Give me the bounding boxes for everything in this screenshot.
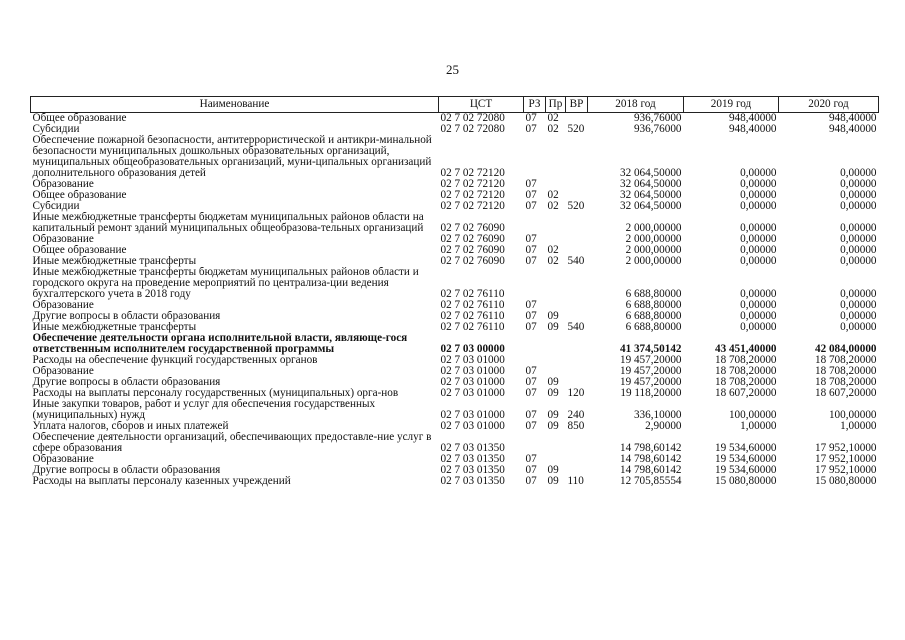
cell-vr: 240 (567, 409, 585, 421)
cell-vr (566, 366, 588, 377)
cell-vr (566, 355, 588, 366)
cell-2018: 19 457,20000 (619, 366, 682, 377)
cell-2018: 19 118,20000 (620, 388, 682, 399)
cell-rz: 07 (525, 409, 537, 421)
cell-2019: 0,00000 (740, 234, 777, 245)
cell-rz (524, 355, 546, 366)
header-pr: Пр (546, 97, 566, 113)
cell-2019: 0,00000 (740, 322, 777, 333)
cell-2019: 18 708,20000 (714, 366, 777, 377)
cell-2019: 1,00000 (740, 421, 777, 432)
cell-vr: 520 (567, 201, 585, 212)
cell-2019: 19 534,60000 (714, 454, 777, 465)
cell-cst: 02 7 02 72120 (440, 190, 505, 201)
cell-vr (566, 212, 588, 234)
table-row (31, 432, 879, 454)
cell-name: Уплата налогов, сборов и иных платежей (32, 421, 229, 432)
cell-rz (524, 333, 546, 355)
cell-2020: 948,40000 (828, 112, 877, 124)
cell-name: Обеспечение деятельности организаций, обеспечивающих предоставле-ние услуг в сфере образования (32, 432, 432, 454)
cell-vr (566, 465, 588, 476)
cell-vr: 520 (567, 124, 585, 135)
cell-2020: 0,00000 (840, 256, 877, 267)
cell-2020: 0,00000 (840, 222, 877, 234)
cell-pr: 02 (547, 256, 559, 267)
cell-2019: 0,00000 (740, 179, 777, 190)
table-row (31, 476, 879, 487)
cell-2018: 19 457,20000 (619, 355, 682, 366)
cell-vr (566, 245, 588, 256)
cell-cst: 02 7 03 00000 (440, 343, 505, 355)
cell-2020: 0,00000 (840, 190, 877, 201)
cell-pr (546, 212, 566, 234)
cell-2020: 18 708,20000 (814, 377, 877, 388)
cell-name: Общее образование (32, 112, 127, 124)
cell-name: Другие вопросы в области образования (32, 465, 221, 476)
cell-2020: 42 084,00000 (814, 343, 877, 355)
cell-name: Субсидии (32, 201, 80, 212)
cell-name: Иные межбюджетные трансферты (32, 256, 197, 267)
cell-2018: 32 064,50000 (619, 201, 682, 212)
cell-vr (566, 190, 588, 201)
table-row (31, 267, 879, 300)
cell-cst: 02 7 02 72080 (440, 124, 505, 135)
table-row (31, 245, 879, 256)
cell-2018: 32 064,50000 (619, 190, 682, 201)
cell-pr: 02 (547, 190, 559, 201)
cell-rz: 07 (525, 201, 537, 212)
cell-name: Общее образование (32, 190, 127, 201)
cell-rz: 07 (525, 190, 537, 201)
cell-cst: 02 7 03 01000 (440, 409, 505, 421)
cell-vr (566, 135, 588, 179)
cell-2019: 0,00000 (740, 201, 777, 212)
cell-cst: 02 7 02 72080 (440, 112, 505, 124)
cell-2018: 32 064,50000 (619, 179, 682, 190)
table-row (31, 454, 879, 465)
cell-2018: 19 457,20000 (619, 377, 682, 388)
cell-2020: 15 080,80000 (814, 476, 877, 487)
table-row (31, 311, 879, 322)
cell-pr: 02 (547, 124, 559, 135)
cell-pr (546, 355, 566, 366)
cell-2018: 6 688,80000 (625, 322, 682, 333)
table-row (31, 421, 879, 432)
cell-cst: 02 7 02 76090 (440, 234, 505, 245)
cell-vr (566, 300, 588, 311)
cell-rz: 07 (525, 322, 537, 333)
cell-2020: 0,00000 (840, 245, 877, 256)
cell-2019: 18 708,20000 (714, 377, 777, 388)
cell-vr (566, 234, 588, 245)
cell-2018: 12 705,85554 (619, 476, 682, 487)
cell-name: Расходы на выплаты персоналу казенных учреждений (32, 476, 291, 487)
table-row (31, 212, 879, 234)
cell-rz: 07 (525, 388, 537, 399)
cell-vr (566, 267, 588, 300)
cell-2018: 6 688,80000 (625, 288, 682, 300)
cell-cst: 02 7 03 01350 (440, 476, 505, 487)
cell-rz (524, 212, 546, 234)
cell-pr: 09 (547, 409, 559, 421)
table-header-row (31, 97, 879, 113)
cell-2018: 2 000,00000 (625, 234, 682, 245)
table-row (31, 201, 879, 212)
cell-cst: 02 7 03 01350 (440, 465, 505, 476)
cell-2020: 948,40000 (828, 124, 877, 135)
cell-pr: 09 (547, 311, 559, 322)
cell-2020: 18 708,20000 (814, 355, 877, 366)
table-row (31, 234, 879, 245)
cell-2018: 2 000,00000 (625, 245, 682, 256)
cell-cst: 02 7 03 01000 (440, 388, 505, 399)
cell-2020: 17 952,10000 (814, 465, 877, 476)
cell-pr (546, 366, 566, 377)
cell-cst: 02 7 02 76090 (440, 222, 505, 234)
cell-pr: 09 (547, 465, 559, 476)
cell-name: Образование (32, 179, 94, 190)
cell-2020: 1,00000 (840, 421, 877, 432)
cell-vr (566, 432, 588, 454)
cell-2019: 43 451,40000 (714, 343, 777, 355)
cell-2019: 18 607,20000 (714, 388, 777, 399)
table-row (31, 124, 879, 135)
cell-cst: 02 7 02 76110 (440, 311, 505, 322)
cell-name: Иные межбюджетные трансферты бюджетам муниципальных районов области на капитальный ремонт зданий муниципальных общеобразова-тельных организаций (32, 212, 424, 234)
cell-cst: 02 7 02 76110 (440, 288, 505, 300)
cell-pr (546, 234, 566, 245)
table-row (31, 388, 879, 399)
cell-vr: 110 (567, 476, 584, 487)
cell-name: Другие вопросы в области образования (32, 377, 221, 388)
cell-name: Обеспечение деятельности органа исполнительной власти, являюще-гося ответственным исполнителем государственной программы (32, 333, 408, 355)
cell-name: Образование (32, 454, 94, 465)
cell-name: Субсидии (32, 124, 80, 135)
cell-2018: 6 688,80000 (625, 311, 682, 322)
cell-rz: 07 (525, 179, 537, 190)
cell-rz: 07 (525, 245, 537, 256)
cell-rz: 07 (525, 300, 537, 311)
cell-vr (566, 333, 588, 355)
cell-2018: 32 064,50000 (619, 167, 682, 179)
cell-pr: 09 (547, 322, 559, 333)
cell-vr (566, 454, 588, 465)
cell-rz: 07 (525, 465, 537, 476)
cell-pr (546, 179, 566, 190)
cell-2020: 18 607,20000 (814, 388, 877, 399)
cell-pr (546, 432, 566, 454)
cell-2018: 2,90000 (645, 421, 682, 432)
cell-rz: 07 (525, 476, 537, 487)
cell-2018: 336,10000 (633, 409, 682, 421)
table-row (31, 256, 879, 267)
cell-name: Образование (32, 300, 94, 311)
cell-2019: 18 708,20000 (714, 355, 777, 366)
cell-name: Общее образование (32, 245, 127, 256)
cell-pr (546, 300, 566, 311)
cell-2020: 0,00000 (840, 201, 877, 212)
cell-pr: 02 (547, 201, 559, 212)
header-2020: 2020 год (779, 97, 879, 113)
cell-cst: 02 7 03 01000 (440, 355, 505, 366)
cell-cst: 02 7 02 76110 (440, 300, 505, 311)
cell-pr: 09 (547, 377, 559, 388)
cell-rz: 07 (525, 112, 537, 124)
cell-cst: 02 7 02 76090 (440, 245, 505, 256)
cell-pr (546, 333, 566, 355)
cell-vr (566, 311, 588, 322)
cell-cst: 02 7 02 76090 (440, 256, 505, 267)
cell-vr: 540 (567, 256, 585, 267)
cell-name: Образование (32, 366, 94, 377)
cell-vr (566, 377, 588, 388)
cell-cst: 02 7 02 76110 (440, 322, 505, 333)
cell-rz: 07 (525, 234, 537, 245)
cell-cst: 02 7 03 01350 (440, 454, 505, 465)
cell-2018: 936,76000 (633, 124, 682, 135)
header-rz: РЗ (524, 97, 546, 113)
header-2019: 2019 год (684, 97, 779, 113)
cell-2020: 17 952,10000 (814, 442, 877, 454)
table-row (31, 377, 879, 388)
cell-pr (546, 135, 566, 179)
cell-cst: 02 7 03 01000 (440, 377, 505, 388)
cell-2020: 0,00000 (840, 311, 877, 322)
cell-2018: 6 688,80000 (625, 300, 682, 311)
cell-vr: 850 (567, 421, 585, 432)
cell-2020: 0,00000 (840, 167, 877, 179)
cell-name: Иные межбюджетные трансферты бюджетам муниципальных районов области и городского округа на проведение мероприятий по централиза-ции ведения бухгалтерского учета в 2018 году (32, 267, 419, 300)
header-2018: 2018 год (588, 97, 684, 113)
cell-2019: 0,00000 (740, 256, 777, 267)
cell-cst: 02 7 03 01000 (440, 366, 505, 377)
cell-2019: 0,00000 (740, 222, 777, 234)
cell-2020: 0,00000 (840, 300, 877, 311)
cell-2020: 18 708,20000 (814, 366, 877, 377)
cell-name: Расходы на выплаты персоналу государственных (муниципальных) орга-нов (32, 388, 399, 399)
cell-2018: 2 000,00000 (625, 256, 682, 267)
cell-rz (524, 267, 546, 300)
cell-2018: 14 798,60142 (619, 465, 682, 476)
cell-2019: 948,40000 (728, 124, 777, 135)
cell-cst: 02 7 02 72120 (440, 201, 505, 212)
cell-rz: 07 (525, 454, 537, 465)
cell-rz: 07 (525, 311, 537, 322)
cell-name: Расходы на обеспечение функций государственных органов (32, 355, 318, 366)
cell-name: Иные межбюджетные трансферты (32, 322, 197, 333)
cell-cst: 02 7 03 01000 (440, 421, 505, 432)
cell-2018: 2 000,00000 (625, 222, 682, 234)
table-row (31, 322, 879, 333)
cell-cst: 02 7 02 72120 (440, 167, 505, 179)
cell-2019: 0,00000 (740, 311, 777, 322)
cell-2019: 19 534,60000 (714, 465, 777, 476)
cell-pr (546, 454, 566, 465)
cell-pr: 09 (547, 388, 559, 399)
cell-2019: 0,00000 (740, 190, 777, 201)
cell-2019: 0,00000 (740, 288, 777, 300)
cell-rz: 07 (525, 421, 537, 432)
cell-rz: 07 (525, 366, 537, 377)
table-row (31, 366, 879, 377)
cell-name: Образование (32, 234, 94, 245)
cell-2019: 19 534,60000 (714, 442, 777, 454)
cell-pr (546, 267, 566, 300)
table-body (31, 113, 879, 488)
cell-2018: 14 798,60142 (619, 454, 682, 465)
cell-vr (566, 113, 588, 125)
header-cst: ЦСТ (439, 97, 524, 113)
cell-2020: 0,00000 (840, 322, 877, 333)
cell-2020: 0,00000 (840, 288, 877, 300)
cell-name: Обеспечение пожарной безопасности, антитеррористической и антикри-минальной безопасности муниципальных дошкольных образовательных организаций, муниципальных общеобразовательных организаций, муни-ципальных организаций дополнительного образования детей (32, 135, 432, 179)
budget-table (30, 96, 879, 487)
table-row (31, 333, 879, 355)
cell-2019: 100,00000 (728, 409, 777, 421)
cell-rz (524, 432, 546, 454)
header-name: Наименование (31, 97, 439, 113)
table-row (31, 355, 879, 366)
table-row (31, 179, 879, 190)
cell-2020: 100,00000 (828, 409, 877, 421)
cell-2019: 0,00000 (740, 300, 777, 311)
cell-rz (524, 135, 546, 179)
table-row (31, 135, 879, 179)
cell-2020: 0,00000 (840, 179, 877, 190)
table-row (31, 190, 879, 201)
table-row (31, 300, 879, 311)
table-row (31, 399, 879, 421)
cell-2018: 14 798,60142 (619, 442, 682, 454)
cell-2018: 41 374,50142 (619, 343, 682, 355)
cell-vr (566, 179, 588, 190)
header-vr: ВР (566, 97, 588, 113)
cell-name: Иные закупки товаров, работ и услуг для обеспечения государственных (муниципальных) нужд (32, 399, 376, 421)
cell-pr: 09 (547, 476, 559, 487)
cell-rz: 07 (525, 256, 537, 267)
table-row (31, 465, 879, 476)
cell-2018: 936,76000 (633, 112, 682, 124)
cell-cst: 02 7 03 01350 (440, 442, 505, 454)
cell-2019: 0,00000 (740, 245, 777, 256)
cell-cst: 02 7 02 72120 (440, 179, 505, 190)
cell-pr: 02 (547, 112, 559, 124)
cell-rz: 07 (525, 124, 537, 135)
cell-2020: 0,00000 (840, 234, 877, 245)
cell-vr: 120 (567, 388, 585, 399)
cell-pr: 02 (547, 245, 559, 256)
table-row (31, 113, 879, 125)
cell-pr: 09 (547, 421, 559, 432)
cell-2019: 0,00000 (740, 167, 777, 179)
cell-name: Другие вопросы в области образования (32, 311, 221, 322)
page-number: 25 (446, 62, 459, 77)
cell-2020: 17 952,10000 (814, 454, 877, 465)
cell-2019: 15 080,80000 (714, 476, 777, 487)
cell-2019: 948,40000 (728, 112, 777, 124)
cell-vr: 540 (567, 322, 585, 333)
cell-rz: 07 (525, 377, 537, 388)
